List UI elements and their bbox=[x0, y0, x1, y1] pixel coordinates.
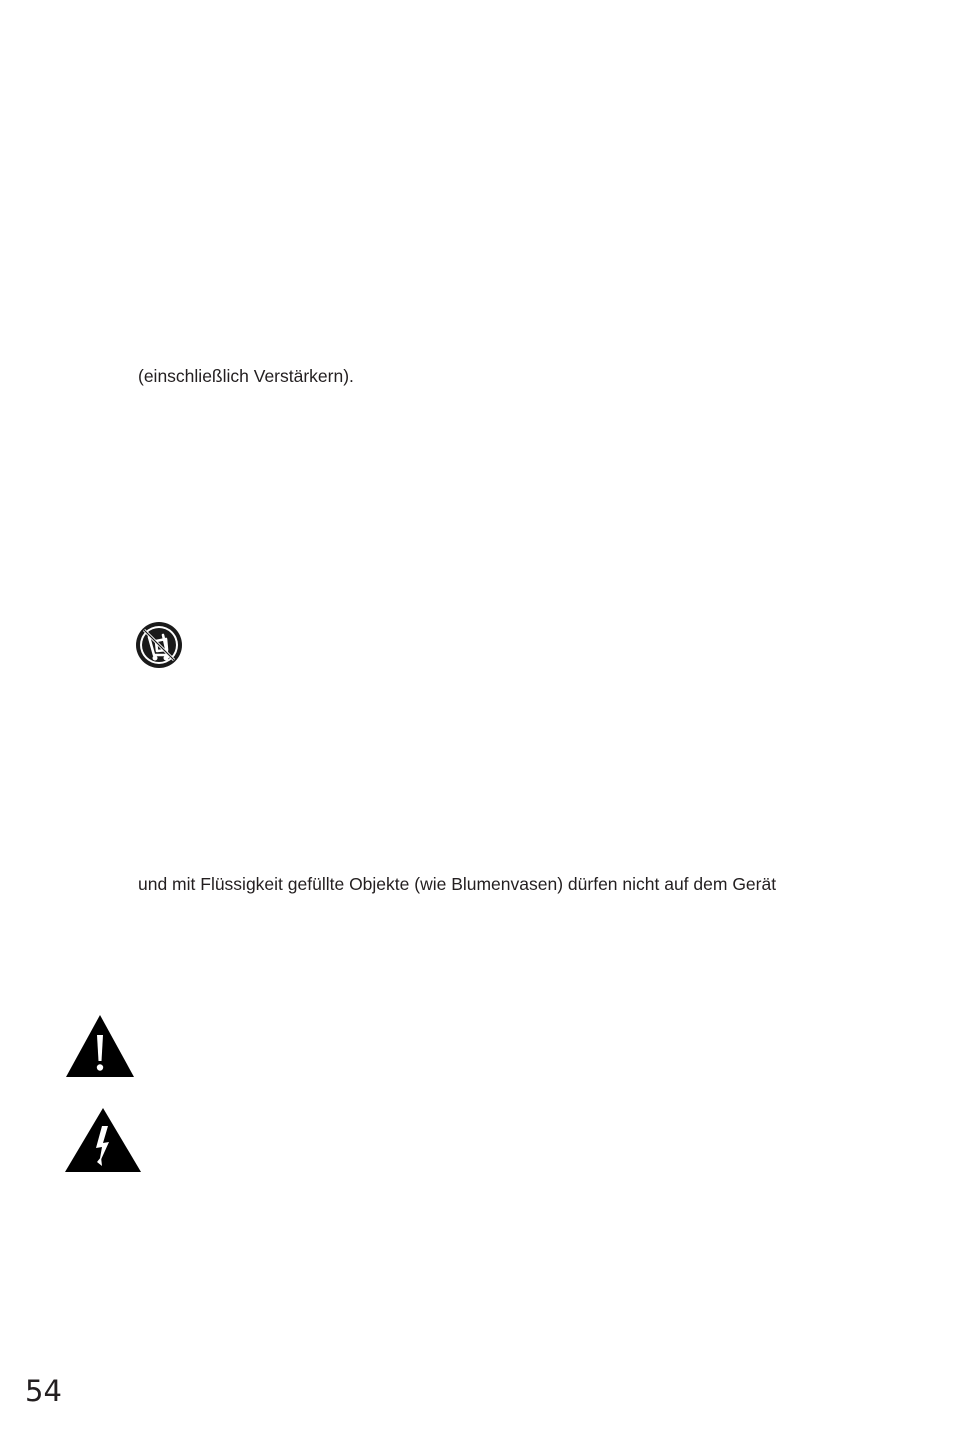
page-number: 54 bbox=[25, 1374, 62, 1408]
body-text-line: und mit Flüssigkeit gefüllte Objekte (wie Blumenvasen) dürfen nicht auf dem Gerät bbox=[138, 874, 777, 894]
exclamation-triangle-icon bbox=[64, 1013, 136, 1079]
body-text-line: (einschließlich Verstärkern). bbox=[138, 366, 354, 386]
lightning-triangle-icon bbox=[63, 1106, 143, 1174]
cart-tipover-icon bbox=[130, 617, 188, 673]
